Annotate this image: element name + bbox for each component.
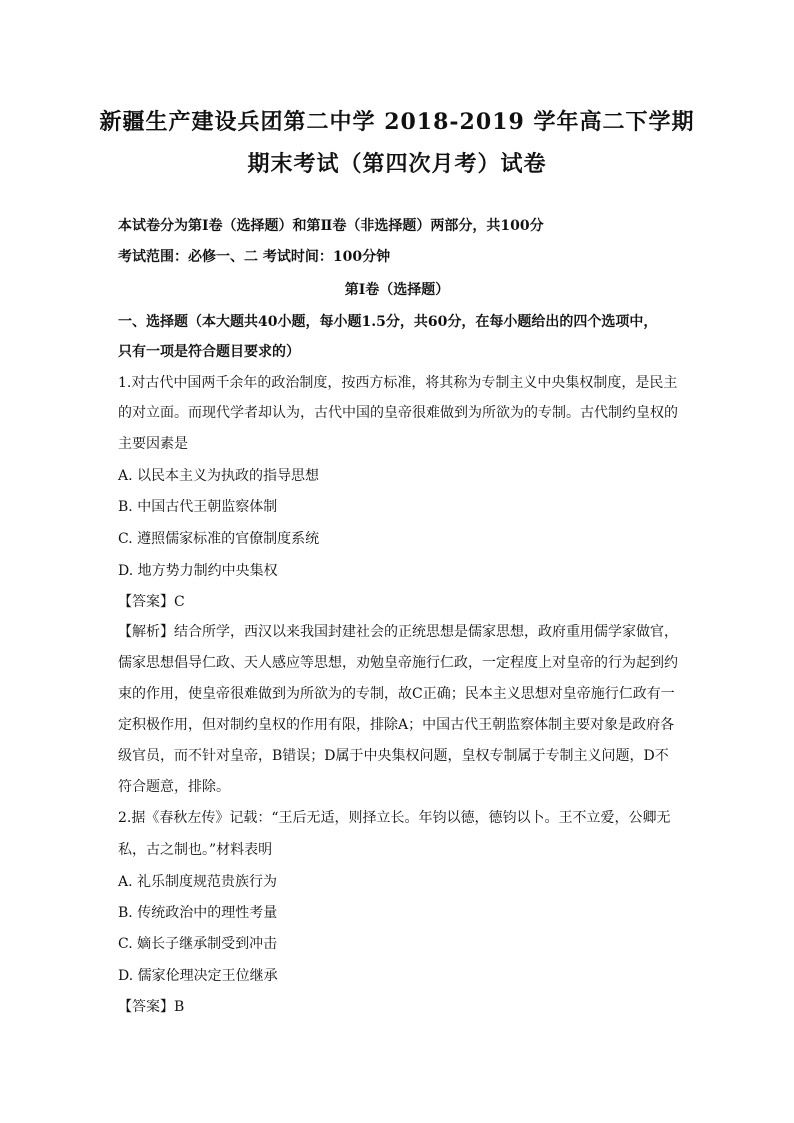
instructions-line-1: 一、选择题（本大题共40小题，每小题1.5分，共60分，在每小题给出的四个选项中，	[118, 314, 658, 330]
document-title-line-2: 期末考试（第四次月考）试卷	[247, 151, 547, 177]
intro-line-1: 本试卷分为第Ⅰ卷（选择题）和第Ⅱ卷（非选择题）两部分，共100分	[118, 218, 544, 234]
analysis-line: 定积极作用，但对制约皇权的作用有限，排除A；中国古代王朝监察体制主要对象是政府各	[118, 717, 675, 733]
analysis-line: 束的作用，使皇帝很难做到为所欲为的专制，故C正确；民本主义思想对皇帝施行仁政有一	[118, 686, 675, 702]
answer-line: 【答案】B	[118, 999, 185, 1015]
analysis-line: 【解析】结合所学，西汉以来我国封建社会的正统思想是儒家思想，政府重用儒学家做官，	[118, 624, 678, 640]
question-stem-line: 1.对古代中国两千余年的政治制度，按西方标准，将其称为专制主义中央集权制度，是民主	[118, 375, 678, 391]
question-stem-line: 私，古之制也。”材料表明	[118, 842, 273, 858]
option-b: B. 传统政治中的理性考量	[118, 905, 278, 921]
option-a: A. 礼乐制度规范贵族行为	[118, 874, 278, 890]
analysis-line: 儒家思想倡导仁政、天人感应等思想，劝勉皇帝施行仁政，一定程度上对皇帝的行为起到约	[118, 655, 678, 671]
option-d: D. 儒家伦理决定王位继承	[118, 968, 278, 984]
analysis-line: 级官员，而不针对皇帝，B错误；D属于中央集权问题，皇权专制属于专制主义问题，D不	[118, 748, 669, 764]
section-title: 第Ⅰ卷（选择题）	[344, 282, 450, 298]
option-c: C. 嫡长子继承制受到冲击	[118, 936, 278, 952]
option-d: D. 地方势力制约中央集权	[118, 563, 278, 579]
analysis-line: 符合题意，排除。	[118, 779, 230, 795]
option-a: A. 以民本主义为执政的指导思想	[118, 468, 320, 484]
option-c: C. 遵照儒家标准的官僚制度系统	[118, 531, 320, 547]
document-title-line-1: 新疆生产建设兵团第二中学 2018-2019 学年高二下学期	[99, 109, 695, 135]
question-stem-line: 的对立面。而现代学者却认为，古代中国的皇帝很难做到为所欲为的专制。古代制约皇权的	[118, 405, 678, 421]
question-stem-line: 2.据《春秋左传》记载：“王后无适，则择立长。年钧以德，德钧以卜。王不立爱，公卿无	[118, 810, 671, 826]
intro-line-2: 考试范围：必修一、二 考试时间：100分钟	[118, 249, 391, 265]
instructions-line-2: 只有一项是符合题目要求的）	[118, 344, 300, 360]
answer-line: 【答案】C	[118, 594, 185, 610]
option-b: B. 中国古代王朝监察体制	[118, 499, 278, 515]
question-stem-line: 主要因素是	[118, 436, 188, 452]
